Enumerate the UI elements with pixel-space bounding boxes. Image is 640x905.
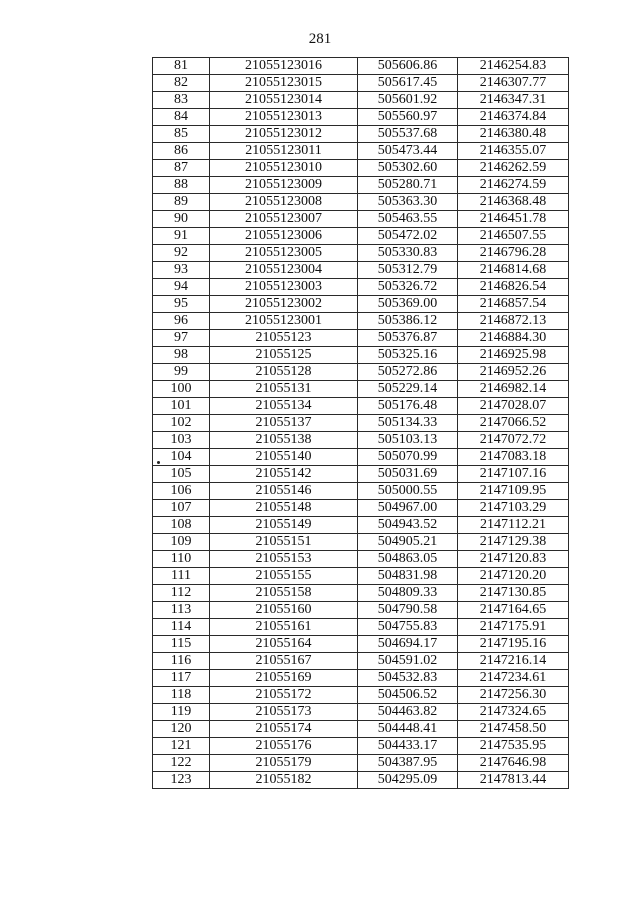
- x-coordinate-cell: 505363.30: [358, 194, 458, 211]
- point-id-cell: 21055161: [210, 619, 358, 636]
- point-number-cell: 117: [153, 670, 210, 687]
- x-coordinate-cell: 505472.02: [358, 228, 458, 245]
- x-coordinate-cell: 505330.83: [358, 245, 458, 262]
- point-id-cell: 21055123014: [210, 92, 358, 109]
- point-number-cell: 104: [153, 449, 210, 466]
- table-row: [153, 483, 569, 500]
- point-id-cell: 21055142: [210, 466, 358, 483]
- y-coordinate-cell: 2147103.29: [458, 500, 569, 517]
- point-id-cell: 21055174: [210, 721, 358, 738]
- x-coordinate-cell: 504863.05: [358, 551, 458, 568]
- point-number-cell: 82: [153, 75, 210, 92]
- y-coordinate-cell: 2146368.48: [458, 194, 569, 211]
- x-coordinate-cell: 505601.92: [358, 92, 458, 109]
- y-coordinate-cell: 2147083.18: [458, 449, 569, 466]
- x-coordinate-cell: 504790.58: [358, 602, 458, 619]
- x-coordinate-cell: 505031.69: [358, 466, 458, 483]
- y-coordinate-cell: 2147813.44: [458, 772, 569, 789]
- y-coordinate-cell: 2146274.59: [458, 177, 569, 194]
- x-coordinate-cell: 505606.86: [358, 58, 458, 75]
- x-coordinate-cell: 505560.97: [358, 109, 458, 126]
- point-id-cell: 21055123005: [210, 245, 358, 262]
- table-row: [153, 585, 569, 602]
- point-id-cell: 21055131: [210, 381, 358, 398]
- table-row: [153, 721, 569, 738]
- point-id-cell: 21055140: [210, 449, 358, 466]
- table-row: [153, 279, 569, 296]
- point-id-cell: 21055155: [210, 568, 358, 585]
- point-number-cell: 94: [153, 279, 210, 296]
- point-id-cell: 21055123004: [210, 262, 358, 279]
- point-number-cell: 114: [153, 619, 210, 636]
- point-id-cell: 21055123015: [210, 75, 358, 92]
- point-number-cell: 98: [153, 347, 210, 364]
- y-coordinate-cell: 2146952.26: [458, 364, 569, 381]
- y-coordinate-cell: 2146814.68: [458, 262, 569, 279]
- x-coordinate-cell: 505617.45: [358, 75, 458, 92]
- point-number-cell: 99: [153, 364, 210, 381]
- y-coordinate-cell: 2147129.38: [458, 534, 569, 551]
- table-row: [153, 619, 569, 636]
- point-id-cell: 21055173: [210, 704, 358, 721]
- x-coordinate-cell: 504448.41: [358, 721, 458, 738]
- point-id-cell: 21055123003: [210, 279, 358, 296]
- point-number-cell: 120: [153, 721, 210, 738]
- point-id-cell: 21055164: [210, 636, 358, 653]
- point-id-cell: 21055123001: [210, 313, 358, 330]
- point-number-cell: 105: [153, 466, 210, 483]
- point-id-cell: 21055123011: [210, 143, 358, 160]
- point-number-cell: 96: [153, 313, 210, 330]
- x-coordinate-cell: 504463.82: [358, 704, 458, 721]
- point-id-cell: 21055125: [210, 347, 358, 364]
- point-id-cell: 21055182: [210, 772, 358, 789]
- x-coordinate-cell: 505302.60: [358, 160, 458, 177]
- y-coordinate-cell: 2147458.50: [458, 721, 569, 738]
- table-row: [153, 194, 569, 211]
- table-row: [153, 347, 569, 364]
- y-coordinate-cell: 2147535.95: [458, 738, 569, 755]
- table-row: [153, 126, 569, 143]
- y-coordinate-cell: 2146374.84: [458, 109, 569, 126]
- point-number-cell: 100: [153, 381, 210, 398]
- table-row: [153, 772, 569, 789]
- table-row: [153, 551, 569, 568]
- point-id-cell: 21055153: [210, 551, 358, 568]
- x-coordinate-cell: 504295.09: [358, 772, 458, 789]
- y-coordinate-cell: 2147107.16: [458, 466, 569, 483]
- point-number-cell: 103: [153, 432, 210, 449]
- point-id-cell: 21055123009: [210, 177, 358, 194]
- table-row: [153, 738, 569, 755]
- point-id-cell: 21055123012: [210, 126, 358, 143]
- table-row: [153, 602, 569, 619]
- x-coordinate-cell: 505176.48: [358, 398, 458, 415]
- y-coordinate-cell: 2147120.83: [458, 551, 569, 568]
- y-coordinate-cell: 2147175.91: [458, 619, 569, 636]
- y-coordinate-cell: 2146347.31: [458, 92, 569, 109]
- point-id-cell: 21055123016: [210, 58, 358, 75]
- y-coordinate-cell: 2147216.14: [458, 653, 569, 670]
- x-coordinate-cell: 505272.86: [358, 364, 458, 381]
- point-id-cell: 21055179: [210, 755, 358, 772]
- x-coordinate-cell: 504809.33: [358, 585, 458, 602]
- y-coordinate-cell: 2147234.61: [458, 670, 569, 687]
- point-number-cell: 109: [153, 534, 210, 551]
- table-row: [153, 534, 569, 551]
- point-id-cell: 21055123006: [210, 228, 358, 245]
- point-id-cell: 21055169: [210, 670, 358, 687]
- point-number-cell: 89: [153, 194, 210, 211]
- table-row: [153, 466, 569, 483]
- y-coordinate-cell: 2147646.98: [458, 755, 569, 772]
- y-coordinate-cell: 2147324.65: [458, 704, 569, 721]
- table-row: [153, 177, 569, 194]
- table-row: [153, 211, 569, 228]
- y-coordinate-cell: 2146925.98: [458, 347, 569, 364]
- point-number-cell: 112: [153, 585, 210, 602]
- x-coordinate-cell: 505134.33: [358, 415, 458, 432]
- point-id-cell: 21055172: [210, 687, 358, 704]
- point-number-cell: 93: [153, 262, 210, 279]
- point-number-cell: 84: [153, 109, 210, 126]
- x-coordinate-cell: 505386.12: [358, 313, 458, 330]
- point-id-cell: 21055167: [210, 653, 358, 670]
- x-coordinate-cell: 504591.02: [358, 653, 458, 670]
- x-coordinate-cell: 505103.13: [358, 432, 458, 449]
- y-coordinate-cell: 2147066.52: [458, 415, 569, 432]
- y-coordinate-cell: 2147120.20: [458, 568, 569, 585]
- table-row: [153, 500, 569, 517]
- x-coordinate-cell: 505463.55: [358, 211, 458, 228]
- x-coordinate-cell: 505369.00: [358, 296, 458, 313]
- point-number-cell: 101: [153, 398, 210, 415]
- point-id-cell: 21055151: [210, 534, 358, 551]
- point-number-cell: 90: [153, 211, 210, 228]
- point-number-cell: 95: [153, 296, 210, 313]
- table-row: [153, 330, 569, 347]
- y-coordinate-cell: 2146307.77: [458, 75, 569, 92]
- table-row: [153, 92, 569, 109]
- x-coordinate-cell: 504694.17: [358, 636, 458, 653]
- point-number-cell: 97: [153, 330, 210, 347]
- point-id-cell: 21055123002: [210, 296, 358, 313]
- x-coordinate-cell: 505229.14: [358, 381, 458, 398]
- point-number-cell: 122: [153, 755, 210, 772]
- point-id-cell: 21055160: [210, 602, 358, 619]
- y-coordinate-cell: 2147195.16: [458, 636, 569, 653]
- y-coordinate-cell: 2146872.13: [458, 313, 569, 330]
- table-row: [153, 653, 569, 670]
- y-coordinate-cell: 2146451.78: [458, 211, 569, 228]
- point-number-cell: 107: [153, 500, 210, 517]
- x-coordinate-cell: 505537.68: [358, 126, 458, 143]
- point-number-cell: 121: [153, 738, 210, 755]
- point-number-cell: 106: [153, 483, 210, 500]
- point-id-cell: 21055176: [210, 738, 358, 755]
- point-number-cell: 91: [153, 228, 210, 245]
- table-row: [153, 755, 569, 772]
- y-coordinate-cell: 2146982.14: [458, 381, 569, 398]
- x-coordinate-cell: 505312.79: [358, 262, 458, 279]
- table-row: [153, 415, 569, 432]
- x-coordinate-cell: 504755.83: [358, 619, 458, 636]
- table-row: [153, 432, 569, 449]
- x-coordinate-cell: 504532.83: [358, 670, 458, 687]
- point-id-cell: 21055138: [210, 432, 358, 449]
- point-number-cell: 118: [153, 687, 210, 704]
- table-row: [153, 568, 569, 585]
- x-coordinate-cell: 505325.16: [358, 347, 458, 364]
- x-coordinate-cell: 504433.17: [358, 738, 458, 755]
- point-number-cell: 110: [153, 551, 210, 568]
- y-coordinate-cell: 2147130.85: [458, 585, 569, 602]
- table-row: [153, 449, 569, 466]
- table-row: [153, 262, 569, 279]
- point-id-cell: 21055123008: [210, 194, 358, 211]
- x-coordinate-cell: 505376.87: [358, 330, 458, 347]
- point-number-cell: 102: [153, 415, 210, 432]
- x-coordinate-cell: 505473.44: [358, 143, 458, 160]
- x-coordinate-cell: 505000.55: [358, 483, 458, 500]
- point-number-cell: 83: [153, 92, 210, 109]
- point-number-cell: 119: [153, 704, 210, 721]
- y-coordinate-cell: 2146826.54: [458, 279, 569, 296]
- point-id-cell: 21055148: [210, 500, 358, 517]
- y-coordinate-cell: 2147109.95: [458, 483, 569, 500]
- table-row: [153, 687, 569, 704]
- coordinates-table-body: [153, 58, 569, 789]
- point-id-cell: 21055123010: [210, 160, 358, 177]
- y-coordinate-cell: 2146884.30: [458, 330, 569, 347]
- x-coordinate-cell: 504831.98: [358, 568, 458, 585]
- point-number-cell: 85: [153, 126, 210, 143]
- x-coordinate-cell: 504387.95: [358, 755, 458, 772]
- point-number-cell: 111: [153, 568, 210, 585]
- point-id-cell: 21055149: [210, 517, 358, 534]
- point-number-cell: 81: [153, 58, 210, 75]
- table-row: [153, 228, 569, 245]
- y-coordinate-cell: 2146380.48: [458, 126, 569, 143]
- point-id-cell: 21055158: [210, 585, 358, 602]
- table-row: [153, 296, 569, 313]
- point-id-cell: 21055123: [210, 330, 358, 347]
- point-number-cell: 87: [153, 160, 210, 177]
- y-coordinate-cell: 2147028.07: [458, 398, 569, 415]
- y-coordinate-cell: 2146857.54: [458, 296, 569, 313]
- table-row: [153, 109, 569, 126]
- table-row: [153, 398, 569, 415]
- point-number-cell: 113: [153, 602, 210, 619]
- point-number-cell: 116: [153, 653, 210, 670]
- point-number-cell: 88: [153, 177, 210, 194]
- y-coordinate-cell: 2146262.59: [458, 160, 569, 177]
- y-coordinate-cell: 2146796.28: [458, 245, 569, 262]
- table-row: [153, 58, 569, 75]
- point-id-cell: 21055134: [210, 398, 358, 415]
- y-coordinate-cell: 2147072.72: [458, 432, 569, 449]
- point-number-cell: 86: [153, 143, 210, 160]
- table-row: [153, 313, 569, 330]
- x-coordinate-cell: 505280.71: [358, 177, 458, 194]
- point-number-cell: 115: [153, 636, 210, 653]
- table-row: [153, 364, 569, 381]
- table-row: [153, 143, 569, 160]
- table-row: [153, 381, 569, 398]
- y-coordinate-cell: 2146355.07: [458, 143, 569, 160]
- table-row: [153, 75, 569, 92]
- table-row: [153, 160, 569, 177]
- table-row: [153, 636, 569, 653]
- table-row: [153, 245, 569, 262]
- point-number-cell: 123: [153, 772, 210, 789]
- x-coordinate-cell: 505070.99: [358, 449, 458, 466]
- point-id-cell: 21055123007: [210, 211, 358, 228]
- x-coordinate-cell: 504506.52: [358, 687, 458, 704]
- x-coordinate-cell: 504905.21: [358, 534, 458, 551]
- y-coordinate-cell: 2146254.83: [458, 58, 569, 75]
- table-row: [153, 670, 569, 687]
- table-row: [153, 517, 569, 534]
- point-id-cell: 21055128: [210, 364, 358, 381]
- point-id-cell: 21055137: [210, 415, 358, 432]
- x-coordinate-cell: 504943.52: [358, 517, 458, 534]
- page-number: 281: [308, 31, 332, 47]
- point-id-cell: 21055146: [210, 483, 358, 500]
- y-coordinate-cell: 2147164.65: [458, 602, 569, 619]
- y-coordinate-cell: 2147112.21: [458, 517, 569, 534]
- point-number-cell: 92: [153, 245, 210, 262]
- point-number-cell: 108: [153, 517, 210, 534]
- point-id-cell: 21055123013: [210, 109, 358, 126]
- coordinates-table: [152, 57, 569, 789]
- y-coordinate-cell: 2147256.30: [458, 687, 569, 704]
- x-coordinate-cell: 504967.00: [358, 500, 458, 517]
- x-coordinate-cell: 505326.72: [358, 279, 458, 296]
- y-coordinate-cell: 2146507.55: [458, 228, 569, 245]
- table-row: [153, 704, 569, 721]
